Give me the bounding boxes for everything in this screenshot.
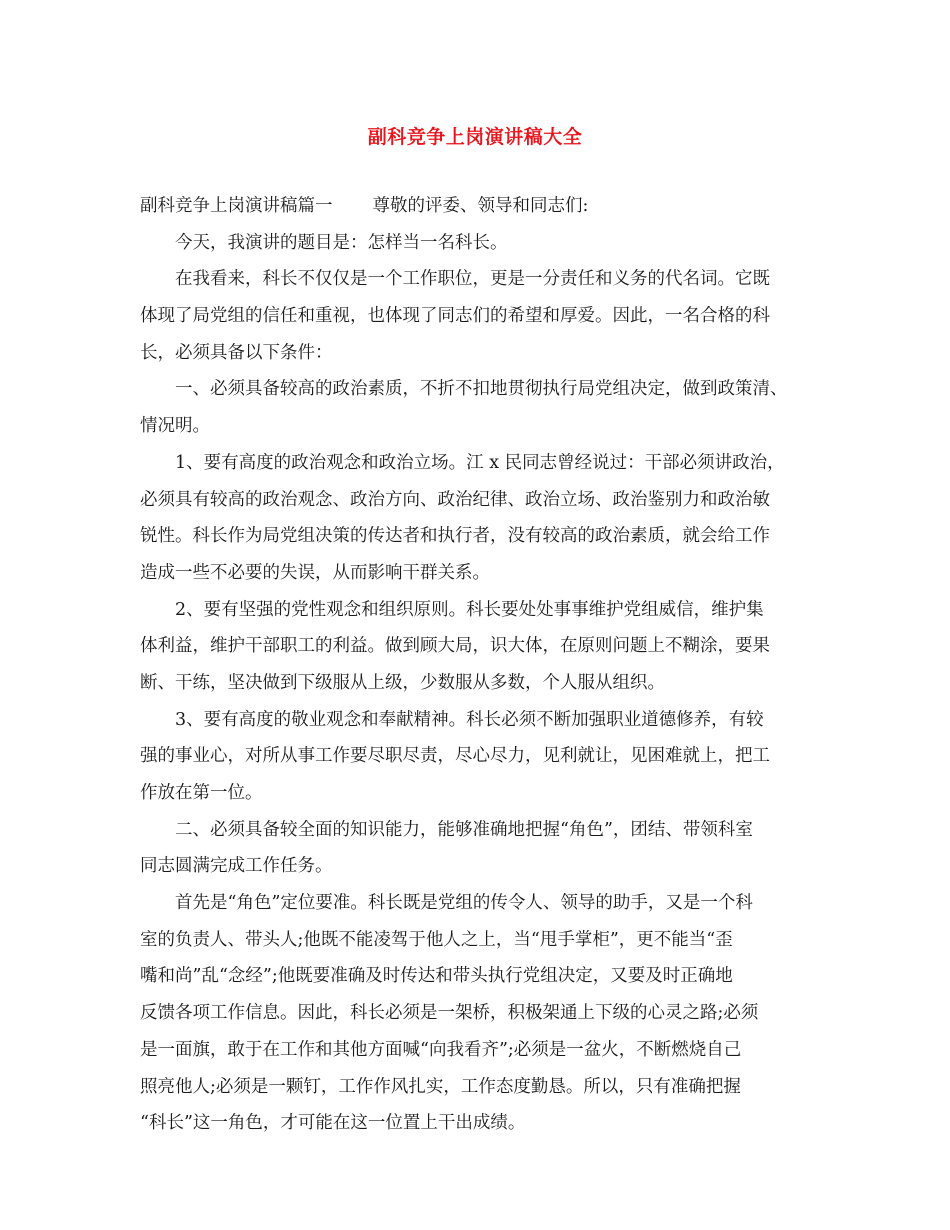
paragraph-line: 室的负责人、带头人;他既不能凌驾于他人之上，当“甩手掌柜”，更不能当“歪 bbox=[140, 929, 733, 950]
paragraph-line: 照亮他人;必须是一颗钉，工作作风扎实，工作态度勤恳。所以，只有准确把握 bbox=[140, 1076, 741, 1097]
paragraph-line: 2、要有坚强的党性观念和组织原则。科长要处处事事维护党组威信，维护集 bbox=[175, 599, 764, 620]
paragraph-line: 一、必须具备较高的政治素质，不折不扣地贯彻执行局党组决定，做到政策清、 bbox=[175, 379, 788, 400]
paragraph-line: 嘴和尚”乱“念经”;他既要准确及时传达和带头执行党组决定，又要及时正确地 bbox=[140, 966, 733, 987]
paragraph-line: 造成一些不必要的失误，从而影响干群关系。 bbox=[140, 562, 490, 583]
header-line bbox=[140, 188, 812, 225]
section-label: 副科竞争上岗演讲稿篇一 bbox=[140, 196, 333, 216]
paragraph-line: 二、必须具备较全面的知识能力，能够准确地把握“角色”，团结、带领科室 bbox=[175, 819, 753, 840]
paragraph-line: 3、要有高度的敬业观念和奉献精神。科长必须不断加强职业道德修养，有较 bbox=[175, 709, 764, 730]
paragraph-line: 锐性。科长作为局党组决策的传达者和执行者，没有较高的政治素质，就会给工作 bbox=[140, 526, 770, 547]
paragraph-line: 体现了局党组的信任和重视，也体现了同志们的希望和厚爱。因此，一名合格的科 bbox=[140, 306, 770, 327]
paragraph-line: 长，必须具备以下条件： bbox=[140, 342, 333, 363]
paragraph-line: 是一面旗，敢于在工作和其他方面喊“向我看齐”;必须是一盆火，不断燃烧自己 bbox=[140, 1039, 742, 1060]
paragraph-line: 同志圆满完成工作任务。 bbox=[140, 856, 333, 877]
paragraph-line: 今天，我演讲的题目是：怎样当一名科长。 bbox=[175, 232, 508, 253]
paragraph-line: “科长”这一角色，才可能在这一位置上干出成绩。 bbox=[140, 1113, 526, 1134]
paragraph-line: 反馈各项工作信息。因此，科长必须是一架桥，积极架通上下级的心灵之路;必须 bbox=[140, 1003, 759, 1024]
paragraph-line: 体利益，维护干部职工的利益。做到顾大局，识大体，在原则问题上不糊涂，要果 bbox=[140, 636, 770, 657]
paragraph-line: 在我看来，科长不仅仅是一个工作职位，更是一分责任和义务的代名词。它既 bbox=[175, 269, 770, 290]
paragraph-line: 作放在第一位。 bbox=[140, 783, 263, 803]
document-body bbox=[140, 188, 812, 1142]
paragraph-line: 情况明。 bbox=[140, 416, 210, 437]
paragraph-line: 断、干练，坚决做到下级服从上级，少数服从多数，个人服从组织。 bbox=[140, 672, 665, 693]
document-title: 副科竞争上岗演讲稿大全 bbox=[367, 126, 583, 148]
paragraph-line: 首先是“角色”定位要准。科长既是党组的传令人、领导的助手，又是一个科 bbox=[175, 893, 753, 914]
salutation: 尊敬的评委、领导和同志们: bbox=[372, 196, 589, 216]
paragraph-line: 强的事业心，对所从事工作要尽职尽责，尽心尽力，见利就让，见困难就上，把工 bbox=[140, 746, 770, 767]
paragraph-line: 必须具有较高的政治观念、政治方向、政治纪律、政治立场、政治鉴别力和政治敏 bbox=[140, 489, 770, 510]
paragraph-line: 1、要有高度的政治观念和政治立场。江 x 民同志曾经说过：干部必须讲政治， bbox=[175, 452, 785, 473]
